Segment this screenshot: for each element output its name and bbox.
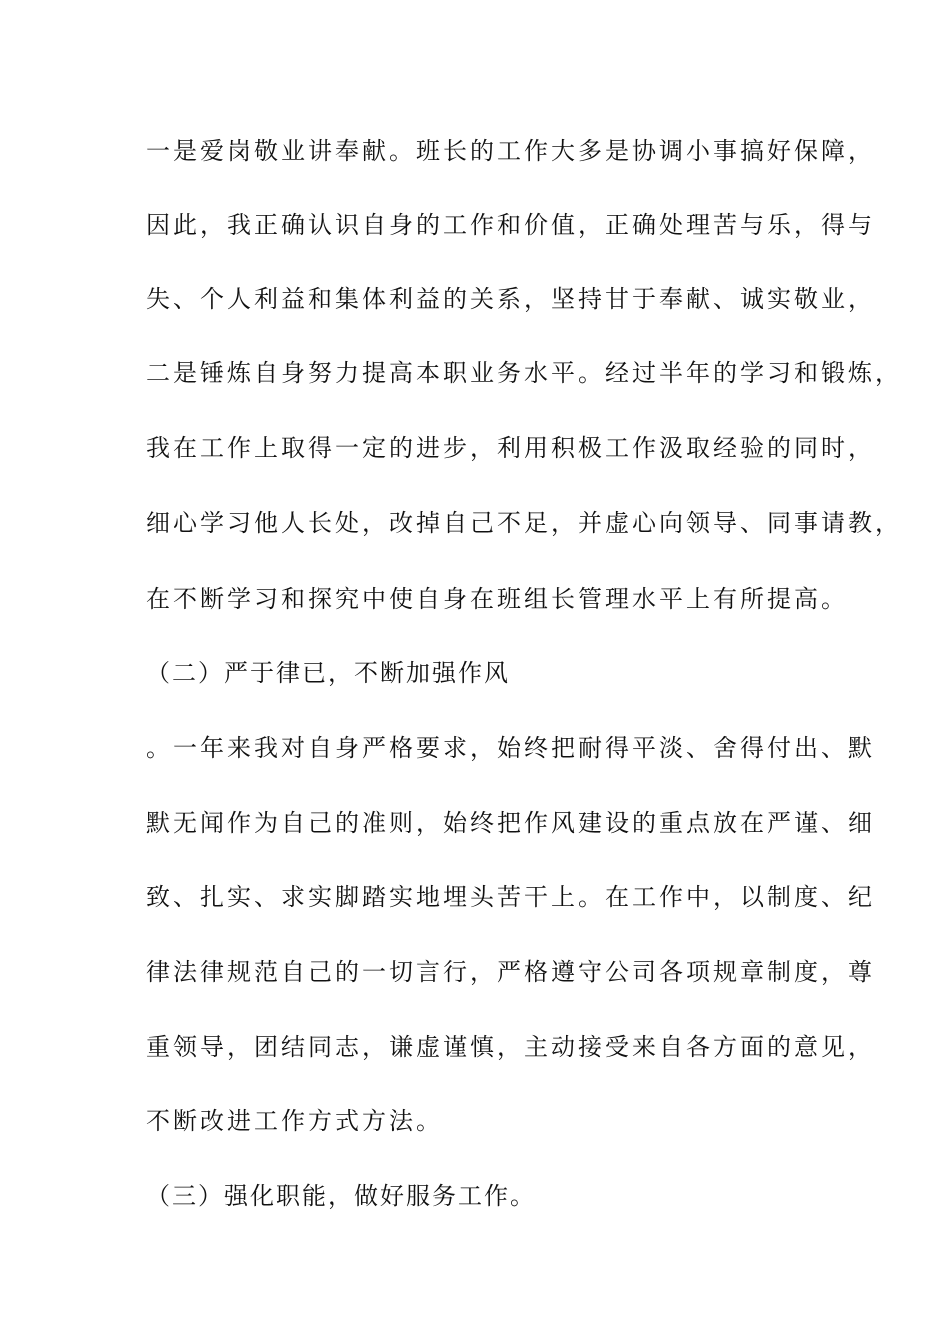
body-text-line: 。一年来我对自身严格要求，始终把耐得平淡、舍得付出、默 [146,734,875,762]
body-text-line: 细心学习他人长处，改掉自己不足，并虚心向领导、同事请教， [146,509,902,537]
body-text-line: 一是爱岗敬业讲奉献。班长的工作大多是协调小事搞好保障， [146,137,875,165]
body-text-line: 默无闻作为自己的准则，始终把作风建设的重点放在严谨、细 [146,809,875,837]
section-heading-2: （二）严于律已，不断加强作风 [146,659,510,687]
body-text-line: 重领导，团结同志，谦虚谨慎，主动接受来自各方面的意见， [146,1033,875,1061]
body-text-line: 失、个人利益和集体利益的关系，坚持甘于奉献、诚实敬业， [146,285,875,313]
body-text-line: 我在工作上取得一定的进步，利用积极工作汲取经验的同时， [146,434,875,462]
body-text-line: 律法律规范自己的一切言行，严格遵守公司各项规章制度，尊 [146,958,875,986]
section-heading-3: （三）强化职能，做好服务工作。 [146,1182,536,1210]
body-text-line: 因此，我正确认识自身的工作和价值，正确处理苦与乐，得与 [146,211,875,239]
body-text-line: 不断改进工作方式方法。 [146,1107,443,1135]
body-text-line: 致、扎实、求实脚踏实地埋头苦干上。在工作中，以制度、纪 [146,883,875,911]
body-text-line: 在不断学习和探究中使自身在班组长管理水平上有所提高。 [146,585,848,613]
body-text-line: 二是锤炼自身努力提高本职业务水平。经过半年的学习和锻炼， [146,359,902,387]
